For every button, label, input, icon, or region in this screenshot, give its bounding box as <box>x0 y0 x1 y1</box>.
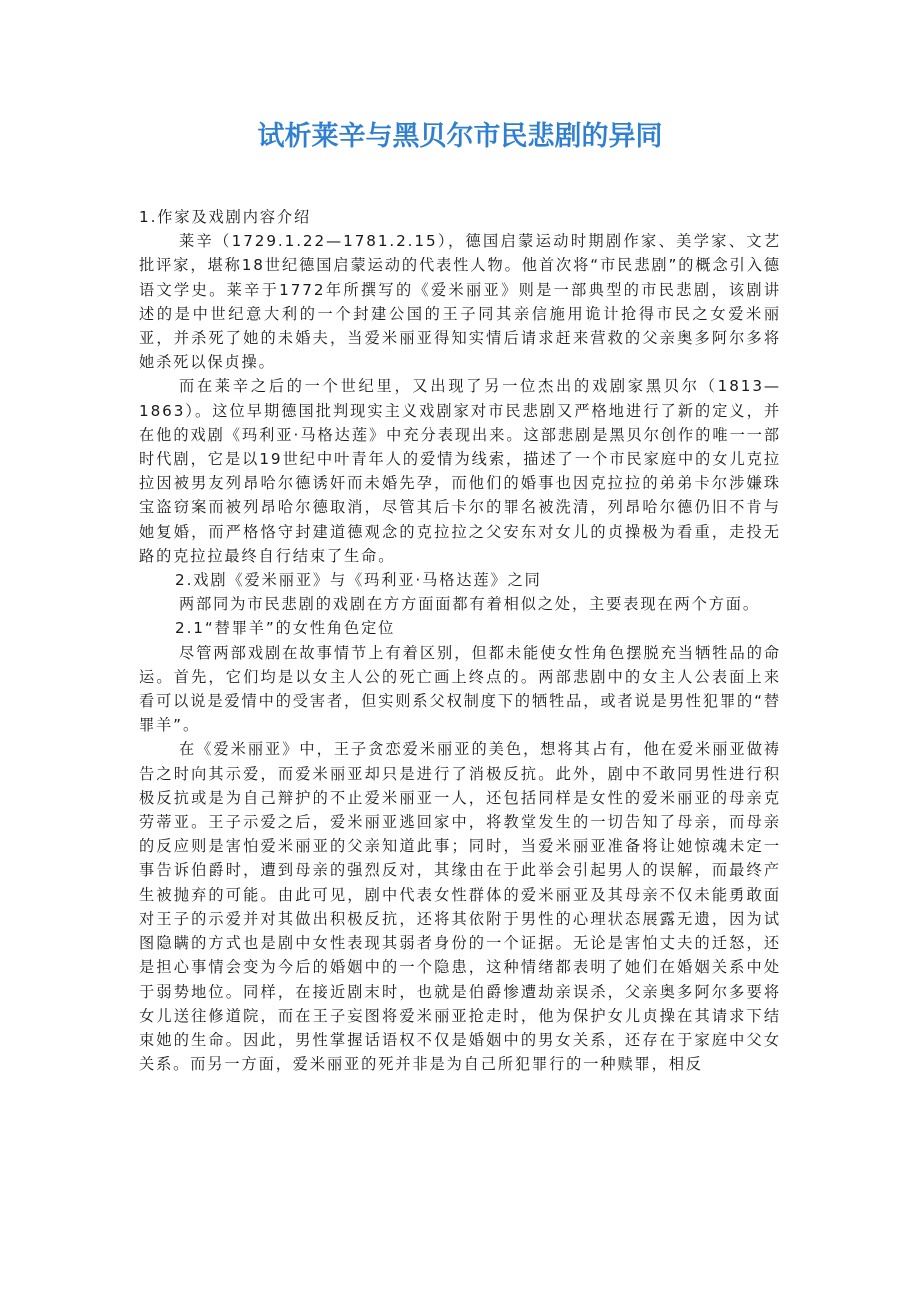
paragraph-emilia-analysis: 在《爱米丽亚》中，王子贪恋爱米丽亚的美色，想将其占有，他在爱米丽亚做祷告之时向其示爱，而爱米丽亚却只是进行了消极反抗。此外，剧中不敢同男性进行积极反抗或是为自己辩护的不止爱米丽亚一人，还包括同样是女性的爱米丽亚的母亲克劳蒂亚。王子示爱之后，爱米丽亚逃回家中，将教堂发生的一切告知了母亲，而母亲的反应则是害怕爱米丽亚的父亲知道此事；同时，当爱米丽亚准备将让她惊魂未定一事告诉伯爵时，遭到母亲的强烈反对，其缘由在于此举会引起男人的误解，而最终产生被抛弃的可能。由此可见，剧中代表女性群体的爱米丽亚及其母亲不仅未能勇敢面对王子的示爱并对其做出积极反抗，还将其依附于男性的心理状态展露无遗，因为试图隐瞒的方式也是剧中女性表现其弱者身份的一个证据。无论是害怕丈夫的迁怒，还是担心事情会变为今后的婚姻中的一个隐患，这种情绪都表明了她们在婚姻关系中处于弱势地位。同样，在接近剧末时，也就是伯爵惨遭劫亲误杀，父亲奥多阿尔多要将女儿送往修道院，而在王子妄图将爱米丽亚抢走时，他为保护女儿贞操在其请求下结束她的生命。因此，男性掌握话语权不仅是婚姻中的男女关系，还存在于家庭中父女关系。而另一方面，爱米丽亚的死并非是为自己所犯罪行的一种赎罪，相反 <box>139 740 781 1074</box>
paragraph-hebbel-intro: 而在莱辛之后的一个世纪里，又出现了另一位杰出的戏剧家黑贝尔（1813—1863）。这位早期德国批判现实主义戏剧家对市民悲剧又严格地进行了新的定义，并在他的戏剧《玛利亚·马格达莲》中充分表现出来。这部悲剧是黑贝尔创作的唯一一部时代剧，它是以19世纪中叶青年人的爱情为线索，描述了一个市民家庭中的女儿克拉拉因被男友列昂哈尔德诱奸而未婚先孕，而他们的婚事也因克拉拉的弟弟卡尔涉嫌珠宝盗窃案而被列昂哈尔德取消，尽管其后卡尔的罪名被洗清，列昂哈尔德仍旧不肯与她复婚，而严格恪守封建道德观念的克拉拉之父安东对女儿的贞操极为看重，走投无路的克拉拉最终自行结束了生命。 <box>139 377 781 565</box>
paragraph-scapegoat: 尽管两部戏剧在故事情节上有着区别，但都未能使女性角色摆脱充当牺牲品的命运。首先，它们均是以女主人公的死亡画上终点的。两部悲剧中的女主人公表面上来看可以说是爱情中的受害者，但实则系父权制度下的牺牲品，或者说是男性犯罪的“替罪羊”。 <box>139 643 782 735</box>
section-heading-2: 2.戏剧《爱米丽亚》与《玛利亚·马格达莲》之同 <box>175 571 542 590</box>
paragraph-similarities: 两部同为市民悲剧的戏剧在方方面面都有着相似之处，主要表现在两个方面。 <box>179 595 760 614</box>
document-body <box>139 205 781 1076</box>
section-heading-1: 1.作家及戏剧内容介绍 <box>139 208 312 226</box>
section-heading-2-1: 2.1“替罪羊”的女性角色定位 <box>175 619 396 638</box>
document-title: 试析莱辛与黑贝尔市民悲剧的异同 <box>257 121 663 152</box>
paragraph-lessing-intro: 莱辛（1729.1.22—1781.2.15），德国启蒙运动时期剧作家、美学家、文艺批评家，堪称18世纪德国启蒙运动的代表性人物。他首次将“市民悲剧”的概念引入德语文学史。莱辛于1772年所撰写的《爱米丽亚》则是一部典型的市民悲剧，该剧讲述的是中世纪意大利的一个封建公国的王子同其亲信施用诡计抢得市民之女爱米丽亚，并杀死了她的未婚夫，当爱米丽亚得知实情后请求赶来营救的父亲奥多阿尔多将她杀死以保贞操。 <box>139 232 781 372</box>
